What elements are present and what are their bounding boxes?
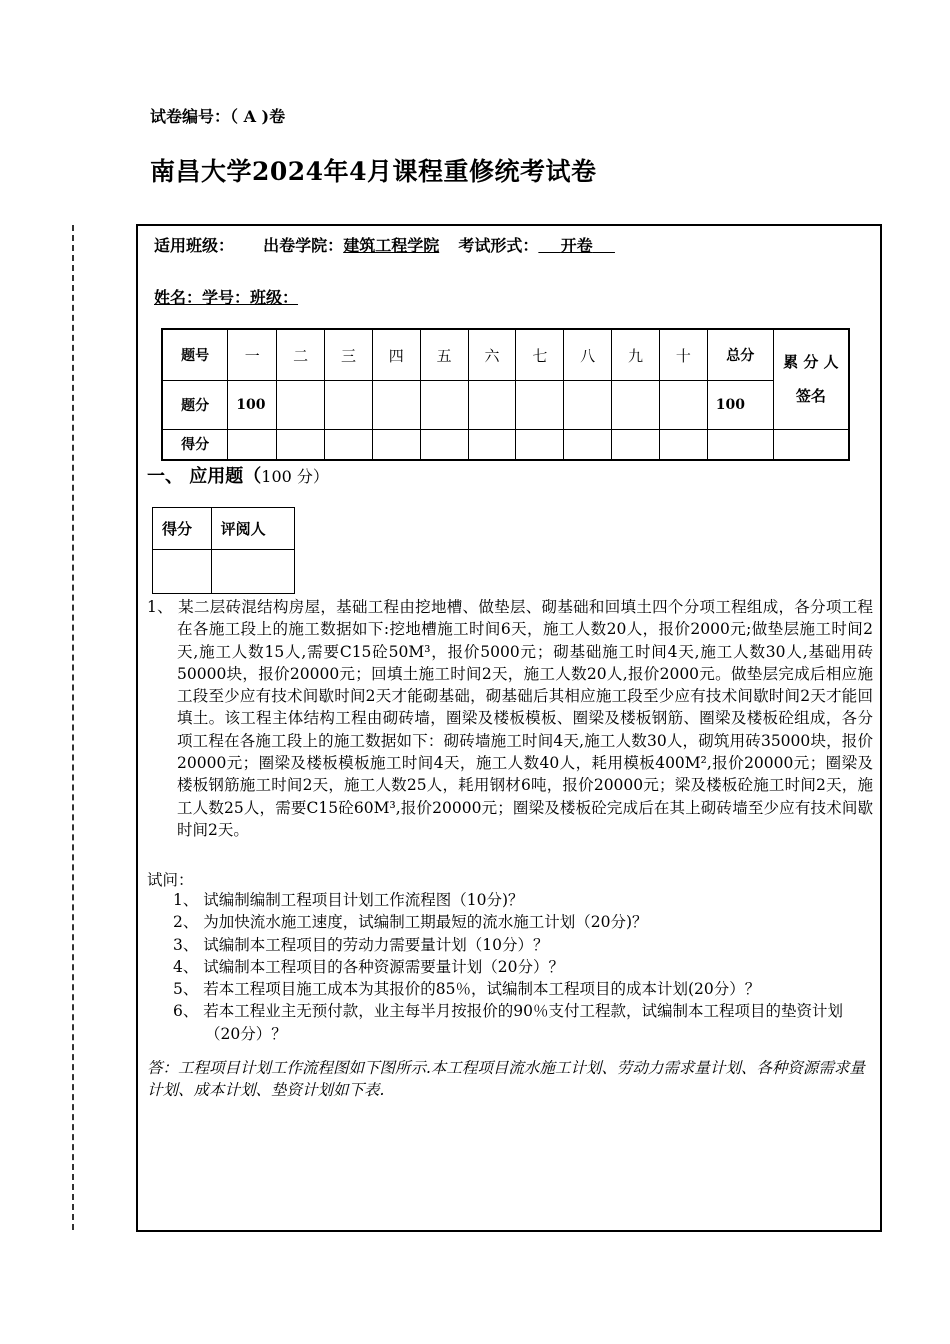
grader-reviewer-label: 评阅人 xyxy=(211,508,294,550)
sub-question: 6、 若本工程业主无预付款，业主每半月按报价的90％支付工程款，试编制本工程项目的垫资计划（20分）？ xyxy=(173,1002,844,1043)
college-label: 出卷学院： xyxy=(263,236,344,255)
question-col: 八 xyxy=(564,329,612,381)
question-col: 五 xyxy=(420,329,468,381)
question-col: 七 xyxy=(516,329,564,381)
obtained-cell xyxy=(516,429,564,460)
row-label-number: 题号 xyxy=(162,329,228,381)
points-cell xyxy=(372,381,420,429)
paper-number: 试卷编号：（ A )卷 xyxy=(150,107,286,126)
total-points: 100 xyxy=(707,381,773,429)
obtained-cell xyxy=(372,429,420,460)
obtained-cell xyxy=(564,429,612,460)
answer-text: 答：工程项目计划工作流程图如下图所示.本工程项目流水施工计划、劳动力需求量计划、各种资源需求量计划、成本计划、垫资计划如下表. xyxy=(147,1059,865,1100)
question-body xyxy=(147,596,873,841)
obtained-cell xyxy=(659,429,707,460)
points-cell xyxy=(277,381,325,429)
student-info-line: 姓名：学号：班级： xyxy=(154,288,299,307)
exam-title: 南昌大学2024年4月课程重修统考试卷 xyxy=(150,157,597,186)
obtained-cell xyxy=(773,429,849,460)
sub-question: 3、 试编制本工程项目的劳动力需要量计划（10分）？ xyxy=(173,935,549,954)
obtained-cell xyxy=(707,429,773,460)
sub-question: 4、 试编制本工程项目的各种资源需要量计划（20分）？ xyxy=(173,957,565,976)
exam-form-label: 考试形式： xyxy=(458,236,539,255)
obtained-cell xyxy=(420,429,468,460)
points-cell xyxy=(612,381,660,429)
score-row-obtained xyxy=(162,429,849,460)
q1-points: 100 xyxy=(228,381,277,429)
points-cell xyxy=(659,381,707,429)
question-col: 四 xyxy=(372,329,420,381)
question-col: 三 xyxy=(325,329,373,381)
question-col: 一 xyxy=(228,329,277,381)
ask-label: 试问： xyxy=(147,871,194,889)
college-value: 建筑工程学院 xyxy=(343,236,440,255)
exam-info-line xyxy=(154,233,615,256)
obtained-cell xyxy=(277,429,325,460)
question-col: 九 xyxy=(612,329,660,381)
obtained-cell xyxy=(228,429,277,460)
score-table xyxy=(161,328,850,461)
points-cell xyxy=(516,381,564,429)
sub-question-list xyxy=(147,889,873,1045)
exam-form-value: 开卷 xyxy=(560,236,593,255)
question-col: 六 xyxy=(468,329,516,381)
grader-table xyxy=(152,507,295,594)
sub-question: 5、 若本工程项目施工成本为其报价的85％，试编制本工程项目的成本计划(20分）？ xyxy=(173,980,761,999)
row-label-points: 题分 xyxy=(162,381,228,429)
obtained-cell xyxy=(468,429,516,460)
signature-label: 签名 xyxy=(795,387,826,406)
class-label: 适用班级： xyxy=(154,236,235,255)
grader-score-label: 得分 xyxy=(153,508,212,550)
sub-question: 1、 试编制编制工程项目计划工作流程图（10分)？ xyxy=(173,891,524,909)
points-cell xyxy=(420,381,468,429)
score-row-points xyxy=(162,381,849,429)
section-heading: 一、 应用题（100 分） xyxy=(147,466,329,487)
question-col: 二 xyxy=(277,329,325,381)
points-cell xyxy=(325,381,373,429)
total-col: 总分 xyxy=(707,329,773,381)
grader-score-cell xyxy=(153,550,212,594)
obtained-cell xyxy=(325,429,373,460)
sub-question: 2、 为加快流水施工速度，试编制工期最短的流水施工计划（20分)？ xyxy=(173,913,648,932)
grader-reviewer-cell xyxy=(211,550,294,594)
obtained-cell xyxy=(612,429,660,460)
question-col: 十 xyxy=(659,329,707,381)
section-points: 100 分） xyxy=(261,467,329,486)
cumulative-label: 累 分 人 xyxy=(783,353,839,372)
score-row-number xyxy=(162,329,849,381)
binding-dashed-line xyxy=(72,225,74,1230)
signature-cell xyxy=(773,329,849,429)
row-label-obtained: 得分 xyxy=(162,429,228,460)
points-cell xyxy=(468,381,516,429)
question-text: 1、 某二层砖混结构房屋，基础工程由挖地槽、做垫层、砌基础和回填土四个分项工程组成，各分项工程在各施工段上的施工数据如下:挖地槽施工时间6天，施工人数20人，报价2000元;做垫层施工时间2天,施工人数15人,需要C15砼50M³，报价5000元；砌基础施工时间4天,施工人数30人,基础用砖50000块，报价20000元；回填土施工时间2天，施工人数20人,报价2000元。做垫层完成后相应施工段至少应有技术间歇时间2天才能砌基础，砌基础后其相应施工段至少应有技术间歇时间2天才能回填土。该工程主体结构工程由砌砖墙，圈梁及楼板模板、圈梁及楼板钢筋、圈梁及楼板砼组成，各分项工程在各施工段上的施工数据如下：砌砖墙施工时间4天,施工人数30人，砌筑用砖35000块，报价20000元；圈梁及楼板模板施工时间4天，施工人数40人，耗用模板400M²,报价20000元；圈梁及楼板钢筋施工时间2天，施工人数25人，耗用钢材6吨，报价20000元；梁及楼板砼施工时间2天，施工人数25人，需要C15砼60M³,报价20000元；圈梁及楼板砼完成后在其上砌砖墙至少应有技术间歇时间2天。 xyxy=(147,598,873,839)
points-cell xyxy=(564,381,612,429)
